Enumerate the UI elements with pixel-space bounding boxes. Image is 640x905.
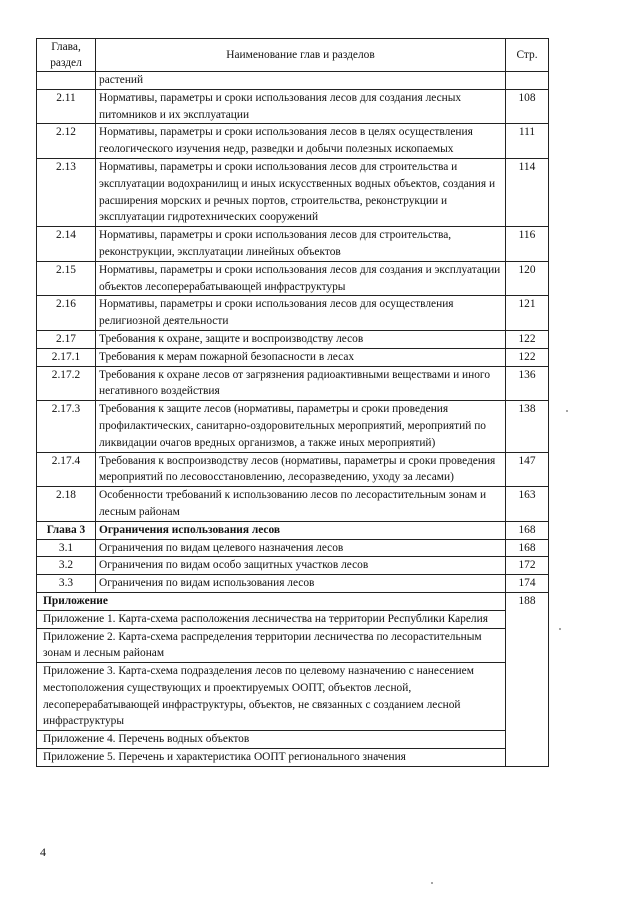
appendix-item-page-cell	[506, 731, 549, 749]
carryover-num-cell	[37, 72, 96, 90]
toc-row	[37, 487, 549, 522]
section-number: 3.2	[37, 557, 96, 575]
section-page: 163	[506, 487, 549, 522]
section-title: Требования к воспроизводству лесов (нормативы, параметры и сроки проведения мероприятий по лесовосстановлению, лесоразведению, уходу за лесами)	[96, 452, 506, 487]
section-number: 2.14	[37, 227, 96, 262]
section-number: 3.3	[37, 575, 96, 593]
toc-row	[37, 401, 549, 452]
section-number: 2.18	[37, 487, 96, 522]
section-title: Требования к охране, защите и воспроизводству лесов	[96, 330, 506, 348]
toc-row	[37, 124, 549, 159]
scan-speck	[566, 410, 568, 412]
toc-row	[37, 330, 549, 348]
section-number: 2.11	[37, 89, 96, 124]
section-page: 116	[506, 227, 549, 262]
section-page: 174	[506, 575, 549, 593]
section-title: Требования к защите лесов (нормативы, параметры и сроки проведения профилактических, санитарно-оздоровительных мероприятий, мероприятий по ликвидации очагов вредных организмов, а также иных мероприятий)	[96, 401, 506, 452]
header-page: Стр.	[506, 39, 549, 72]
appendix-item-row	[37, 731, 549, 749]
section-page: 122	[506, 330, 549, 348]
section-page: 108	[506, 89, 549, 124]
toc-header-row	[37, 39, 549, 72]
section-title: Нормативы, параметры и сроки использования лесов для строительства, реконструкции, эксплуатации линейных объектов	[96, 227, 506, 262]
appendix-item-page-cell	[506, 628, 549, 663]
appendix-item: Приложение 1. Карта-схема расположения лесничества на территории Республики Карелия	[37, 610, 506, 628]
section-title: Особенности требований к использованию лесов по лесорастительным зонам и лесным районам	[96, 487, 506, 522]
section-page: 122	[506, 348, 549, 366]
section-number: 2.16	[37, 296, 96, 331]
appendix-item: Приложение 2. Карта-схема распределения территории лесничества по лесорастительным зонам и лесным районам	[37, 628, 506, 663]
section-title: Нормативы, параметры и сроки использования лесов в целях осуществления геологического изучения недр, разведки и добычи полезных ископаемых	[96, 124, 506, 159]
appendix-item-page-cell	[506, 749, 549, 767]
section-number: 3.1	[37, 539, 96, 557]
section-number: 2.15	[37, 261, 96, 296]
appendix-item: Приложение 5. Перечень и характеристика ООПТ регионального значения	[37, 749, 506, 767]
section-number: 2.17	[37, 330, 96, 348]
carryover-title: растений	[96, 72, 506, 90]
section-page: 138	[506, 401, 549, 452]
section-title: Ограничения по видам особо защитных участков лесов	[96, 557, 506, 575]
section-number: 2.12	[37, 124, 96, 159]
appendix-item-row	[37, 749, 549, 767]
toc-row	[37, 296, 549, 331]
appendix-title: Приложение	[37, 592, 506, 610]
toc-row	[37, 575, 549, 593]
section-title: Нормативы, параметры и сроки использования лесов для создания лесных питомников и их эксплуатации	[96, 89, 506, 124]
section-page: 120	[506, 261, 549, 296]
toc-row	[37, 261, 549, 296]
toc-row	[37, 521, 549, 539]
page-number: 4	[40, 845, 46, 859]
section-number: 2.17.1	[37, 348, 96, 366]
header-chapter: Глава, раздел	[37, 39, 96, 72]
appendix-item-row	[37, 663, 549, 731]
toc-row	[37, 227, 549, 262]
section-page: 114	[506, 158, 549, 226]
toc-row	[37, 366, 549, 401]
section-page: 136	[506, 366, 549, 401]
toc-row	[37, 348, 549, 366]
appendix-header-row	[37, 592, 549, 610]
section-page: 168	[506, 521, 549, 539]
appendix-page: 188	[506, 592, 549, 610]
section-page: 111	[506, 124, 549, 159]
scan-speck	[431, 882, 433, 884]
toc-row	[37, 158, 549, 226]
section-number: Глава 3	[37, 521, 96, 539]
section-title: Ограничения использования лесов	[96, 521, 506, 539]
section-title: Нормативы, параметры и сроки использования лесов для осуществления религиозной деятельности	[96, 296, 506, 331]
section-page: 172	[506, 557, 549, 575]
section-title: Требования к мерам пожарной безопасности в лесах	[96, 348, 506, 366]
section-title: Нормативы, параметры и сроки использования лесов для создания и эксплуатации объектов лесоперерабатывающей инфраструктуры	[96, 261, 506, 296]
appendix-item-page-cell	[506, 663, 549, 731]
section-title: Ограничения по видам целевого назначения лесов	[96, 539, 506, 557]
appendix-item: Приложение 4. Перечень водных объектов	[37, 731, 506, 749]
appendix-item-page-cell	[506, 610, 549, 628]
toc-row	[37, 89, 549, 124]
section-page: 168	[506, 539, 549, 557]
section-number: 2.13	[37, 158, 96, 226]
section-title: Ограничения по видам использования лесов	[96, 575, 506, 593]
section-page: 147	[506, 452, 549, 487]
table-of-contents	[36, 38, 549, 767]
carryover-row	[37, 72, 549, 90]
section-number: 2.17.3	[37, 401, 96, 452]
toc-row	[37, 539, 549, 557]
section-number: 2.17.2	[37, 366, 96, 401]
appendix-item: Приложение 3. Карта-схема подразделения лесов по целевому назначению с нанесением местоположения существующих и проектируемых ООПТ, объектов лесной, лесоперерабатывающей инфраструктуры, объектов, не связанных с созданием лесной инфраструктуры	[37, 663, 506, 731]
section-title: Требования к охране лесов от загрязнения радиоактивными веществами и иного негативного воздействия	[96, 366, 506, 401]
section-page: 121	[506, 296, 549, 331]
scan-speck	[559, 628, 561, 630]
toc-row	[37, 557, 549, 575]
section-number: 2.17.4	[37, 452, 96, 487]
appendix-item-row	[37, 610, 549, 628]
header-title: Наименование глав и разделов	[96, 39, 506, 72]
toc-row	[37, 452, 549, 487]
section-title: Нормативы, параметры и сроки использования лесов для строительства и эксплуатации водохранилищ и иных искусственных водных объектов, создания и расширения морских и речных портов, строительства, реконструкции и эксплуатации гидротехнических сооружений	[96, 158, 506, 226]
carryover-page-cell	[506, 72, 549, 90]
appendix-item-row	[37, 628, 549, 663]
